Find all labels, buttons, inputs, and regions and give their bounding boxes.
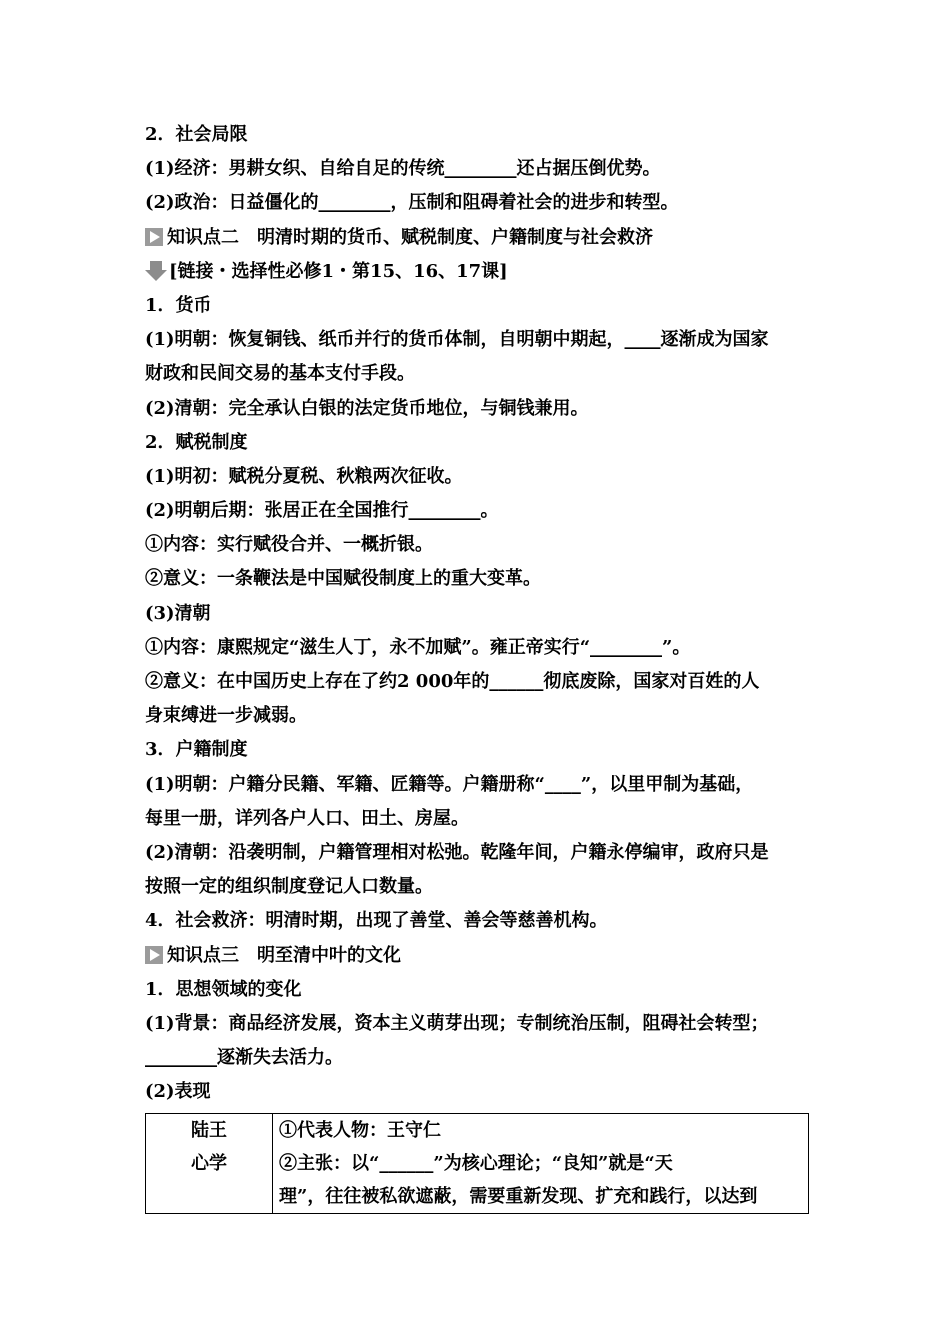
table-line: 理”，往往被私欲遮蔽，需要重新发现、扩充和践行，以达到 xyxy=(279,1186,758,1208)
text-line xyxy=(145,1075,810,1109)
document-body xyxy=(145,118,810,1214)
text-line xyxy=(145,665,810,699)
table-line: ①代表人物：王守仁 xyxy=(279,1120,441,1142)
text-line xyxy=(145,186,810,220)
line-text: (2)明朝后期：张居正在全国推行________。 xyxy=(145,500,499,522)
text-line xyxy=(145,323,810,357)
play-icon xyxy=(145,946,163,964)
line-text: (1)明朝：户籍分民籍、军籍、匠籍等。户籍册称“____”，以里甲制为基础， xyxy=(145,773,754,795)
text-line xyxy=(145,597,810,631)
line-text: 知识点三 明至清中叶的文化 xyxy=(167,944,401,966)
school-name-line1: 陆王 xyxy=(191,1120,227,1142)
line-text: (1)背景：商品经济发展，资本主义萌芽出现；专制统治压制，阻碍社会转型； xyxy=(145,1012,769,1034)
line-text: (1)明朝：恢复铜钱、纸币并行的货币体制，自明朝中期起，____逐渐成为国家 xyxy=(145,329,769,351)
text-line xyxy=(145,1041,810,1075)
thought-table xyxy=(145,1113,809,1214)
text-line xyxy=(145,870,810,904)
table-left-cell xyxy=(146,1114,273,1214)
line-text: (3)清朝 xyxy=(145,602,211,624)
text-line xyxy=(145,494,810,528)
table-line: ②主张：以“______”为核心理论；“良知”就是“天 xyxy=(279,1153,673,1175)
text-line xyxy=(145,255,810,289)
text-lines xyxy=(145,118,810,1109)
text-line xyxy=(145,426,810,460)
line-text: [链接・选择性必修1・第15、16、17课] xyxy=(169,260,508,282)
text-line xyxy=(145,733,810,767)
text-line xyxy=(145,699,810,733)
text-line xyxy=(145,357,810,391)
text-line xyxy=(145,768,810,802)
line-text: (2)清朝：完全承认白银的法定货币地位，与铜钱兼用。 xyxy=(145,397,589,419)
text-line xyxy=(145,460,810,494)
line-text: 3．户籍制度 xyxy=(145,739,248,761)
line-text: ________逐渐失去活力。 xyxy=(145,1047,343,1069)
line-text: 4．社会救济：明清时期，出现了善堂、善会等慈善机构。 xyxy=(145,910,608,932)
line-text: ②意义：一条鞭法是中国赋役制度上的重大变革。 xyxy=(145,568,541,590)
line-text: (1)经济：男耕女织、自给自足的传统________还占据压倒优势。 xyxy=(145,158,661,180)
play-icon xyxy=(145,228,163,246)
text-line xyxy=(145,1007,810,1041)
text-line xyxy=(145,528,810,562)
line-text: ②意义：在中国历史上存在了约2 000年的______彻底废除，国家对百姓的人 xyxy=(145,671,760,692)
line-text: (2)清朝：沿袭明制，户籍管理相对松弛。乾隆年间，户籍永停编审，政府只是 xyxy=(145,841,769,863)
line-text: (2)政治：日益僵化的________，压制和阻碍着社会的进步和转型。 xyxy=(145,192,679,214)
text-line xyxy=(145,973,810,1007)
school-name-line2: 心学 xyxy=(191,1153,227,1175)
text-line xyxy=(145,221,810,255)
line-text: (2)表现 xyxy=(145,1081,211,1103)
line-text: 1．思想领域的变化 xyxy=(145,978,302,1000)
line-text: 1．货币 xyxy=(145,294,212,316)
text-line xyxy=(145,904,810,938)
line-text: 每里一册，详列各户人口、田土、房屋。 xyxy=(145,807,469,829)
line-text: 按照一定的组织制度登记人口数量。 xyxy=(145,876,433,898)
text-line xyxy=(145,562,810,596)
line-text: (1)明初：赋税分夏税、秋粮两次征收。 xyxy=(145,465,463,487)
line-text: 知识点二 明清时期的货币、赋税制度、户籍制度与社会救济 xyxy=(167,226,653,248)
line-text: 身束缚进一步减弱。 xyxy=(145,705,307,727)
text-line xyxy=(145,631,810,665)
arrow-down-icon xyxy=(145,261,169,281)
text-line xyxy=(145,289,810,323)
text-line xyxy=(145,802,810,836)
line-text: 2．社会局限 xyxy=(145,124,248,145)
line-text: 2．赋税制度 xyxy=(145,431,248,453)
text-line xyxy=(145,939,810,973)
table-row xyxy=(146,1114,809,1214)
table-right-cell xyxy=(273,1114,809,1214)
text-line xyxy=(145,152,810,186)
line-text: 财政和民间交易的基本支付手段。 xyxy=(145,363,415,385)
line-text: ①内容：康熙规定“滋生人丁，永不加赋”。雍正帝实行“________”。 xyxy=(145,636,691,658)
text-line xyxy=(145,118,810,152)
text-line xyxy=(145,392,810,426)
text-line xyxy=(145,836,810,870)
line-text: ①内容：实行赋役合并、一概折银。 xyxy=(145,534,433,556)
